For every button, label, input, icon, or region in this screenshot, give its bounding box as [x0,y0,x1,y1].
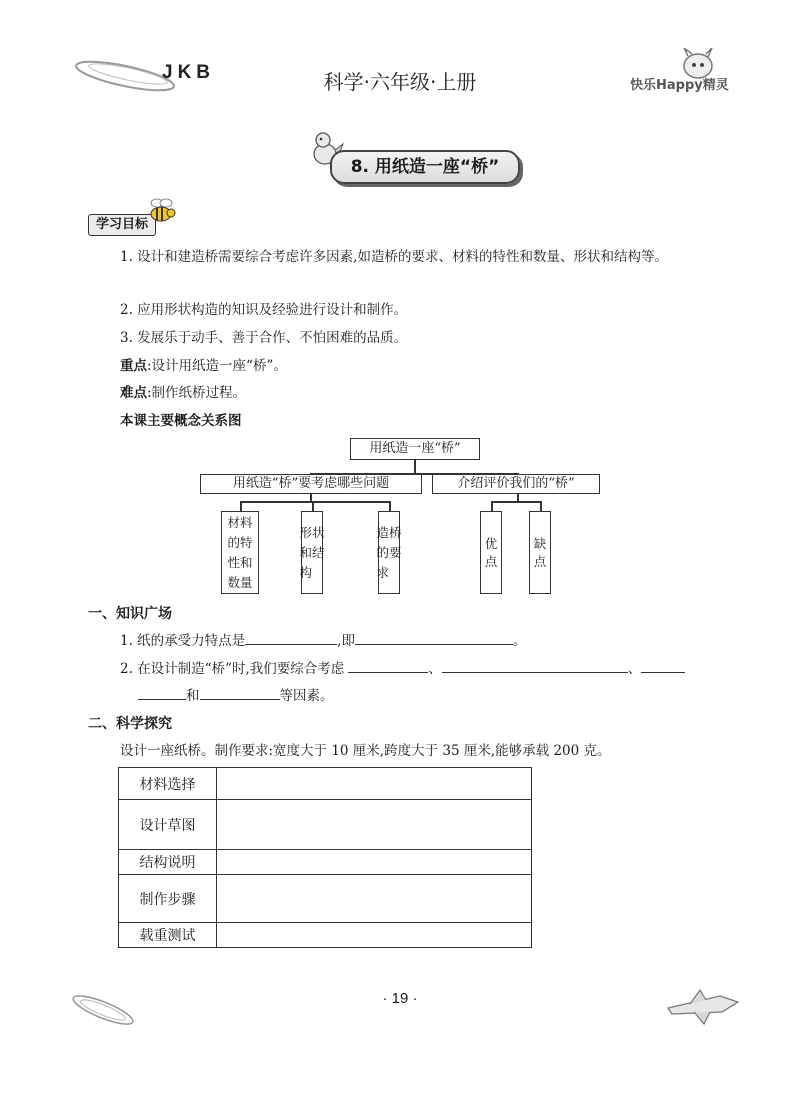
connector [491,501,541,503]
concept-leaf-label: 材 料 的 特 性 和 数 量 [227,514,253,590]
answer-cell[interactable] [217,875,532,923]
table-row [119,923,532,948]
q2-text: 2. 在设计制造“桥”时,我们要综合考虑 [120,661,345,677]
concept-leaf [378,511,400,594]
q1-text: 1. 纸的承受力特点是 [120,633,246,649]
row-label: 制作步骤 [119,875,217,923]
separator: 、 [627,661,642,677]
concept-leaf-label: 优 点 [484,535,498,569]
answer-blank[interactable] [355,630,513,645]
table-row [119,768,532,800]
concept-leaf-label: 造 桥 的 要 求 [376,524,402,580]
row-label: 载重测试 [119,923,217,948]
page-number: · 19 · [382,990,418,1007]
section-inquiry-heading: 二、科学探究 [88,716,172,732]
table-row [119,875,532,923]
space-shuttle-icon [660,984,744,1030]
row-label: 结构说明 [119,850,217,875]
row-label: 材料选择 [119,768,217,800]
bee-icon [143,196,179,226]
concept-leaf [529,511,551,594]
answer-blank[interactable] [641,658,685,673]
key-point-label: 重点 [120,358,147,374]
section-knowledge-heading: 一、知识广场 [88,606,172,622]
concept-root: 用纸造一座“桥” [350,438,480,460]
happy-sprite-logo [630,48,730,104]
separator: 、 [428,661,442,677]
question-2 [120,656,685,682]
difficulty-point [120,380,246,406]
brand-logo: JKB [162,62,216,83]
key-point [120,353,287,379]
objectives-badge: 学习目标 [88,214,156,236]
concept-left-branch: 用纸造“桥”要考虑哪些问题 [200,474,422,494]
logo-text: 快乐Happy精灵 [630,78,729,93]
answer-blank[interactable] [138,685,186,700]
connector [414,460,416,474]
answer-blank[interactable] [348,658,428,673]
design-table [118,767,532,948]
q1-end-text: 。 [512,633,527,649]
answer-blank[interactable] [245,630,337,645]
concept-leaf [221,511,259,594]
concept-leaf [480,511,502,594]
table-row [119,800,532,850]
table-row [119,850,532,875]
row-label: 设计草图 [119,800,217,850]
q2-end-text: 等因素。 [279,688,334,704]
difficulty-text: :制作纸桥过程。 [147,385,247,401]
question-1 [120,628,526,654]
concept-leaf-label: 缺 点 [533,535,547,569]
lesson-title: 8. 用纸造一座“桥” [330,150,520,184]
book-title: 科学·六年级·上册 [323,70,477,94]
objective-2: 2. 应用形状构造的知识及经验进行设计和制作。 [120,302,408,318]
answer-cell[interactable] [217,923,532,948]
concept-right-branch: 介绍评价我们的“桥” [432,474,600,494]
objective-1: 1. 设计和建造桥需要综合考虑许多因素,如造桥的要求、材料的特性和数量、形状和结构等。 [120,249,668,265]
concept-leaf-label: 形 状 和 结 构 [299,524,325,580]
question-2-cont [138,683,334,709]
and-text: 和 [186,688,200,704]
concept-leaf [301,511,323,594]
planet-ring-decoration [66,990,140,1030]
objective-3: 3. 发展乐于动手、善于合作、不怕困难的品质。 [120,330,408,346]
key-point-text: :设计用纸造一座“桥”。 [147,358,287,374]
concept-map-title: 本课主要概念关系图 [120,413,242,429]
answer-blank[interactable] [442,658,628,673]
answer-cell[interactable] [217,800,532,850]
answer-cell[interactable] [217,768,532,800]
answer-blank[interactable] [200,685,280,700]
q1-mid-text: ,即 [337,633,355,649]
answer-cell[interactable] [217,850,532,875]
inquiry-intro: 设计一座纸桥。制作要求:宽度大于 10 厘米,跨度大于 35 厘米,能够承载 200 克。 [120,743,611,759]
connector [240,501,390,503]
difficulty-label: 难点 [120,385,147,401]
